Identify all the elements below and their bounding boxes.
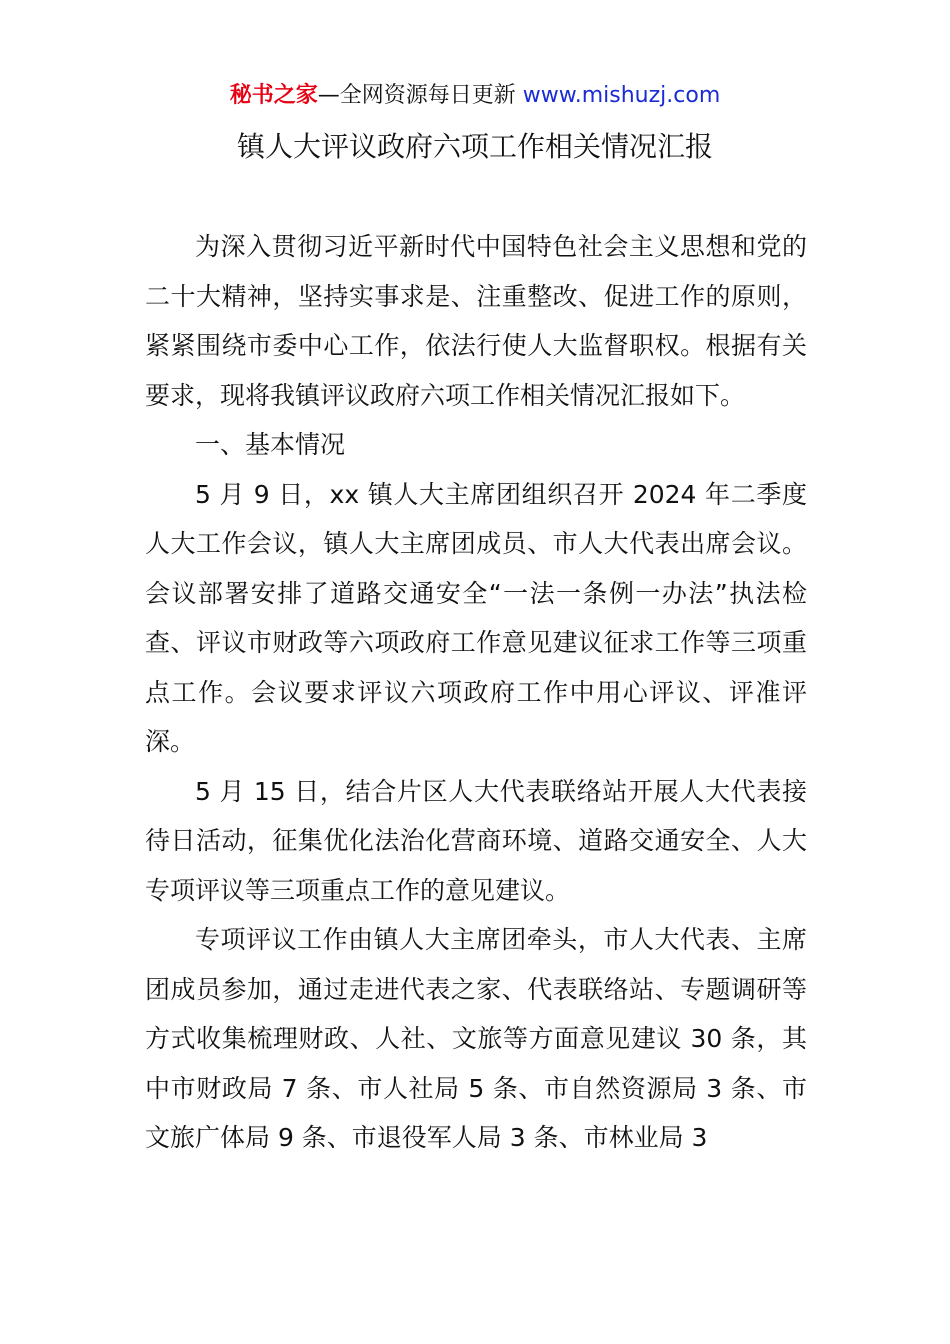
paragraph-intro: 为深入贯彻习近平新时代中国特色社会主义思想和党的二十大精神，坚持实事求是、注重整改、促进工作的原则，紧紧围绕市委中心工作，依法行使人大监督职权。根据有关要求，现将我镇评议政府六项工作相关情况汇报如下。 bbox=[145, 232, 807, 410]
section-heading-basic-situation: 一、基本情况 bbox=[195, 430, 346, 459]
header-slogan: —全网资源每日更新 bbox=[317, 83, 523, 108]
document-body bbox=[145, 222, 807, 1163]
paragraph-may-9: 5 月 9 日，xx 镇人大主席团组织召开 2024 年二季度人大工作会议，镇人大主席团成员、市人大代表出席会议。会议部署安排了道路交通安全“一法一条例一办法”执法检查、评议市财政等六项政府工作意见建议征求工作等三项重点工作。会议要求评议六项政府工作中用心评议、评准评深。 bbox=[145, 479, 807, 756]
site-header bbox=[0, 80, 950, 112]
paragraph-may-15: 5 月 15 日，结合片区人大代表联络站开展人大代表接待日活动，征集优化法治化营商环境、道路交通安全、人大专项评议等三项重点工作的意见建议。 bbox=[145, 776, 807, 905]
brand-name: 秘书之家 bbox=[229, 83, 318, 108]
paragraph-special-review: 专项评议工作由镇人大主席团牵头，市人大代表、主席团成员参加，通过走进代表之家、代表联络站、专题调研等方式收集梳理财政、人社、文旅等方面意见建议 30 条，其中市财政局 7 条、市人社局 5 条、市自然资源局 3 条、市文旅广体局 9 条、市退役军人局 3 条、市林业局 3 bbox=[145, 925, 807, 1152]
site-url-link[interactable]: www.mishuzj.com bbox=[522, 83, 721, 108]
document-title: 镇人大评议政府六项工作相关情况汇报 bbox=[236, 130, 713, 163]
